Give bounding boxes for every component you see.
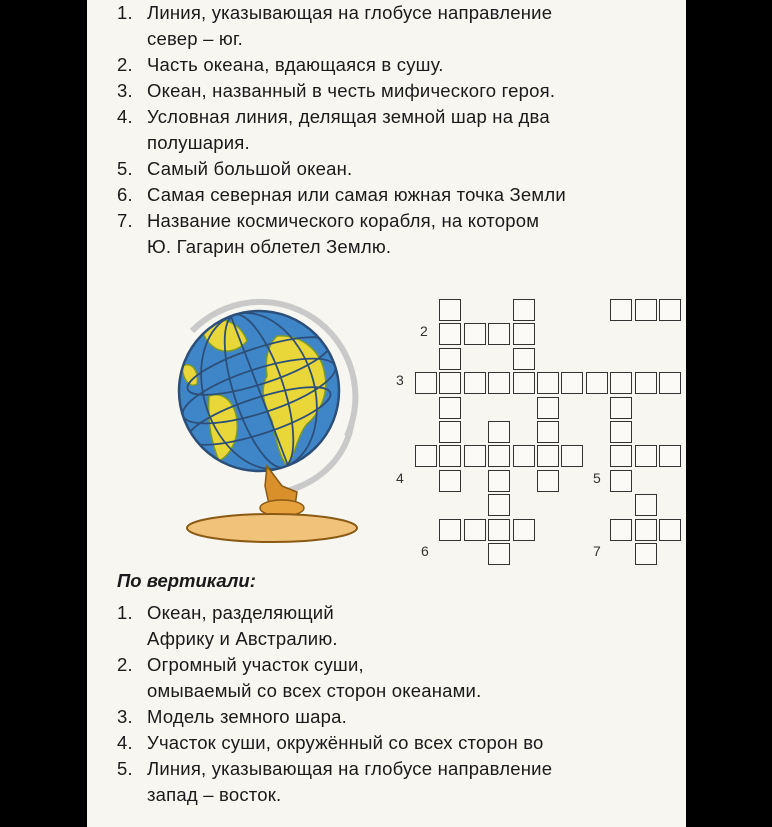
crossword-cell[interactable]: [635, 445, 657, 467]
down-clue-2: 2. Огромный участок суши, омываемый со всех сторон океанами.: [117, 654, 482, 701]
crossword-cell[interactable]: [464, 372, 486, 394]
number-across-3: 3: [396, 372, 404, 388]
crossword-cell[interactable]: [635, 543, 657, 565]
down-section-title: По вертикали:: [117, 570, 256, 591]
down-clue-4: 4. Участок суши, окружённый со всех сторон во: [117, 732, 544, 753]
number-across-4: 4: [396, 470, 404, 486]
crossword-cell[interactable]: [610, 421, 632, 443]
crossword-cell[interactable]: [488, 494, 510, 516]
across-clue-7: 7. Название космического корабля, на котором Ю. Гагарин облетел Землю.: [117, 210, 540, 257]
crossword-cell[interactable]: [439, 299, 461, 321]
across-clue-5: 5. Самый большой океан.: [117, 158, 353, 179]
crossword-cell[interactable]: [439, 445, 461, 467]
crossword-cell[interactable]: [610, 372, 632, 394]
crossword-cell[interactable]: [586, 372, 608, 394]
crossword-cell[interactable]: [537, 397, 559, 419]
across-clues: [117, 0, 686, 260]
crossword-cell[interactable]: [610, 445, 632, 467]
crossword-cell[interactable]: [415, 372, 437, 394]
crossword-cell[interactable]: [513, 519, 535, 541]
crossword-cell[interactable]: [513, 348, 535, 370]
crossword-cell[interactable]: [439, 323, 461, 345]
across-clue-3: 3. Океан, названный в честь мифического героя.: [117, 80, 556, 101]
crossword-cell[interactable]: [610, 397, 632, 419]
number-across-5: 5: [593, 470, 601, 486]
crossword-cell[interactable]: [488, 421, 510, 443]
crossword-cell[interactable]: [513, 445, 535, 467]
crossword-cell[interactable]: [513, 372, 535, 394]
across-clue-2: 2. Часть океана, вдающаяся в сушу.: [117, 54, 444, 75]
number-across-6: 6: [421, 543, 429, 559]
globe-illustration: [147, 296, 377, 546]
crossword-cell[interactable]: [610, 519, 632, 541]
crossword-cell[interactable]: [561, 445, 583, 467]
crossword-cell[interactable]: [659, 445, 681, 467]
crossword-cell[interactable]: [439, 348, 461, 370]
down-clue-1: 1. Океан, разделяющий Африку и Австралию.: [117, 602, 338, 649]
crossword-cell[interactable]: [659, 299, 681, 321]
crossword-cell[interactable]: [488, 519, 510, 541]
crossword-cell[interactable]: [659, 519, 681, 541]
crossword-cell[interactable]: [635, 494, 657, 516]
crossword-cell[interactable]: [537, 445, 559, 467]
crossword-cell[interactable]: [464, 445, 486, 467]
crossword-cell[interactable]: [488, 470, 510, 492]
crossword-cell[interactable]: [439, 397, 461, 419]
crossword-cell[interactable]: [659, 372, 681, 394]
crossword-cell[interactable]: [439, 519, 461, 541]
crossword-cell[interactable]: [488, 323, 510, 345]
crossword-cell[interactable]: [635, 299, 657, 321]
crossword-cell[interactable]: [537, 470, 559, 492]
crossword-cell[interactable]: [610, 299, 632, 321]
across-clue-1: 1. Линия, указывающая на глобусе направление север – юг.: [117, 2, 553, 49]
crossword-cell[interactable]: [439, 372, 461, 394]
crossword-cell[interactable]: [513, 299, 535, 321]
crossword-cell[interactable]: [537, 421, 559, 443]
crossword-cell[interactable]: [439, 421, 461, 443]
crossword-cell[interactable]: [415, 445, 437, 467]
crossword-cell[interactable]: [513, 323, 535, 345]
number-across-2: 2: [420, 323, 428, 339]
down-clue-3: 3. Модель земного шара.: [117, 706, 347, 727]
crossword-cell[interactable]: [488, 372, 510, 394]
globe-stand-base: [187, 514, 357, 542]
down-clue-5: 5. Линия, указывающая на глобусе направление запад – восток.: [117, 758, 553, 805]
across-clue-4: 4. Условная линия, делящая земной шар на два полушария.: [117, 106, 550, 153]
number-across-7: 7: [593, 543, 601, 559]
crossword-cell[interactable]: [439, 470, 461, 492]
crossword-cell[interactable]: [464, 519, 486, 541]
workbook-page: [87, 0, 686, 827]
across-clue-6: 6. Самая северная или самая южная точка Земли: [117, 184, 566, 205]
crossword-cell[interactable]: [488, 445, 510, 467]
crossword-cell[interactable]: [488, 543, 510, 565]
down-clues: [117, 600, 686, 808]
crossword-cell[interactable]: [610, 470, 632, 492]
crossword-cell[interactable]: [537, 372, 559, 394]
crossword-cell[interactable]: [464, 323, 486, 345]
crossword-cell[interactable]: [561, 372, 583, 394]
crossword-cell[interactable]: [635, 519, 657, 541]
crossword-cell[interactable]: [635, 372, 657, 394]
